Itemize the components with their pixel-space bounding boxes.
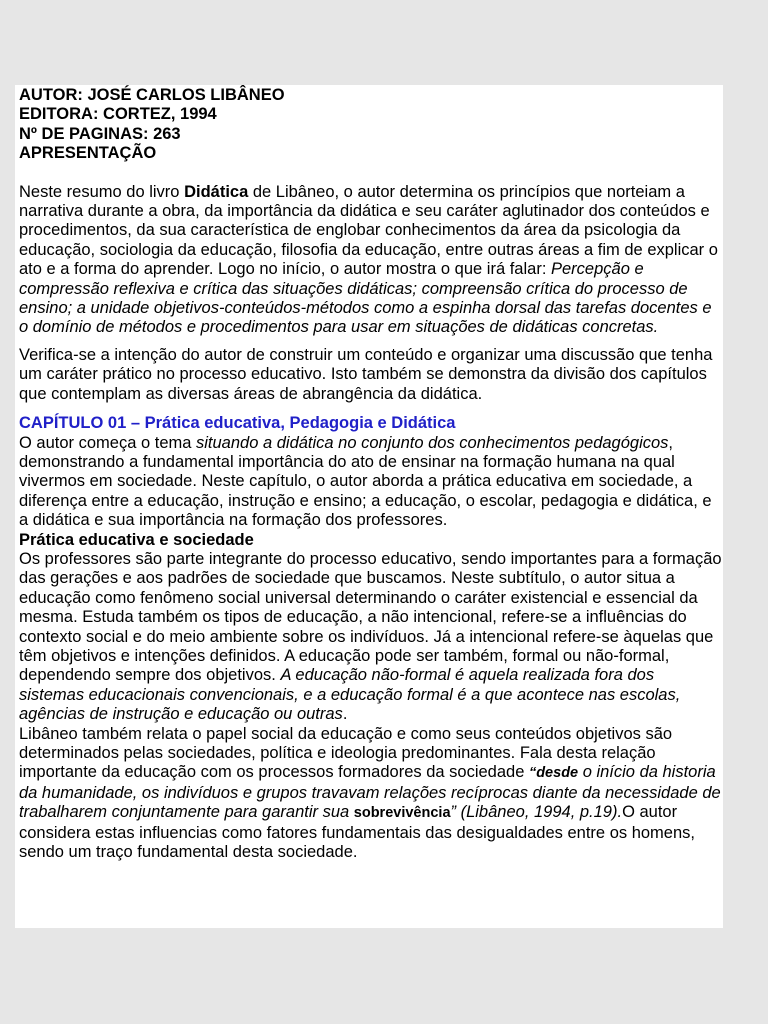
chapter-paragraph-2 [19,550,723,725]
page-count-line: Nº DE PAGINAS: 263 [19,124,181,143]
chapter-p2-italic: A educação não-formal é aquela realizada fora dos sistemas educacionais convencionais, e a educação formal é a que acontece nas escolas, agências de instrução e educação ou outras [19,666,681,724]
chapter-subtitle: Prática educativa e sociedade [19,530,254,549]
chapter-p3-quote-body: o início da historia da humanidade, os indivíduos e grupos travavam relações recíprocas diante da necessidade de trabalharem conjuntamente para garantir sua [19,763,721,822]
chapter-paragraph-1 [19,434,723,531]
chapter-p2-text-a: Os professores são parte integrante do processo educativo, sendo importantes para a formação das gerações e aos padrões de sociedade que buscamos. Neste subtítulo, o autor situa a educação como fenômeno social universal determinando o caráter existencial e essencial da mesma. Estuda também os tipos de educação, a não intencional, refere-se a influências do contexto social e do meio ambiente sobre os indivíduos. Já a intencional refere-se àquelas que têm objetivos e intenções definidos. A educação pode ser também, formal ou não-formal, dependendo sempre dos objetivos. [19,549,722,685]
chapter-p3-text-f: O autor considera estas influencias como fatores fundamentais das desigualdades entre os homens, sendo um traço fundamental desta sociedade. [19,803,695,862]
chapter-p3-text-a: Libâneo também relata o papel social da educação e como seus conteúdos objetivos são determinados pelas sociedades, política e ideologia predominantes. Fala desta relação importante da educação com os processos formadores da sociedade [19,724,673,782]
chapter-p1-text-a: O autor começa o tema [19,433,196,452]
chapter-p2-text-c: . [342,705,348,724]
intro-paragraph-2: Verifica-se a intenção do autor de construir um conteúdo e organizar uma discussão que tenha um caráter prático no processo educativo. Isto também se demonstra da divisão dos capítulos que contemplam as diversas áreas de abrangência da didática. [19,345,713,403]
book-title: Didática [184,182,249,201]
chapter-p3-citation: ” (Libâneo, 1994, p.19). [450,803,623,822]
chapter-p3-bold-word: sobrevivência [353,805,451,822]
chapter-p3-quote-open: “desde [528,765,579,782]
section-title: APRESENTAÇÃO [19,144,157,163]
chapter-p1-text-c: , demonstrando a fundamental importância do ato de ensinar na formação humana na qual vivermos em sociedade. Neste capítulo, o autor aborda a prática educativa em sociedade, a diferença entre a educação, instrução e ensino; a educação, o escolar, pedagogia e didática, e a didática e sua importância na formação dos professores. [19,433,712,530]
intro-text-a: Neste resumo do livro [19,182,185,201]
intro-paragraph [19,183,723,338]
chapter-p1-italic: situando a didática no conjunto dos conhecimentos pedagógicos [196,433,669,452]
author-line: AUTOR: JOSÉ CARLOS LIBÂNEO [19,86,285,104]
document-page [15,85,723,928]
intro-quote: Percepção e compressão reflexiva e crítica das situações didáticas; compreensão crítica do processo de ensino; a unidade objetivos-conteúdos-métodos como a espinha dorsal das tarefas docentes e o domínio de métodos e procedimentos para usar em situações de didáticas concretas. [19,260,712,337]
publisher-line: EDITORA: CORTEZ, 1994 [19,105,217,124]
chapter-title: CAPÍTULO 01 – Prática educativa, Pedagogia e Didática [19,414,456,433]
chapter-paragraph-3 [19,725,723,863]
intro-text-c: de Libâneo, o autor determina os princípios que norteiam a narrativa durante a obra, da importância da didática e seu caráter aglutinador dos conteúdos e procedimentos, da sua característica de englobar conhecimentos da área da psicologia da educação, sociologia da educação, filosofia da educação, entre outras áreas a fim de explicar o ato e a forma do aprender. Logo no início, o autor mostra o que irá falar: [19,182,718,279]
